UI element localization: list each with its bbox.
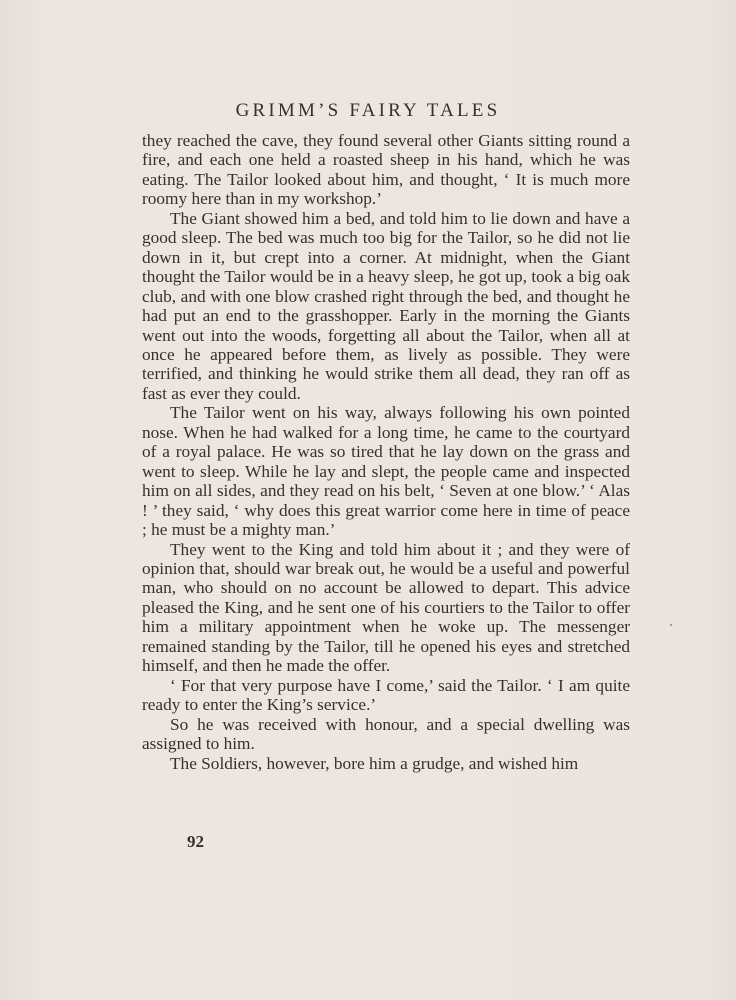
paragraph-4: They went to the King and told him about it ; and they were of opinion that, should war break out, he would be a useful and powerful man, who should on no account be allowed to depart. This advice pleased the King, and he sent one of his courtiers to the Tailor to offer him a military appointment when he woke up. The messenger remained standing by the Tailor, till he opened his eyes and stretched himself, and then he made the offer. [142, 539, 630, 676]
paper-speck [670, 624, 672, 626]
paragraph-7: The Soldiers, however, bore him a grudge, and wished him [170, 753, 579, 773]
paragraph-5: ‘ For that very purpose have I come,’ said the Tailor. ‘ I am quite ready to enter the King’s service.’ [142, 675, 630, 715]
page-number: 92 [187, 832, 204, 851]
paragraph-2: The Giant showed him a bed, and told him to lie down and have a good sleep. The bed was much too big for the Tailor, so he did not lie down in it, but crept into a corner. At midnight, when the Giant thought the Tailor would be in a heavy sleep, he got up, took a big oak club, and with one blow crashed right through the bed, and thought he had put an end to the grasshopper. Early in the morning the Giants went out into the woods, forgetting all about the Tailor, when all at once he appeared before them, as lively as possible. They were terrified, and thinking he would strike them all dead, they ran off as fast as ever they could. [142, 208, 630, 403]
paragraph-1: they reached the cave, they found several other Giants sitting round a fire, and each one held a roasted sheep in his hand, which he was eating. The Tailor looked about him, and thought, ‘ It is much more roomy here than in my workshop.’ [142, 131, 630, 209]
paragraph-3: The Tailor went on his way, always following his own pointed nose. When he had walked for a long time, he came to the courtyard of a royal palace. He was so tired that he lay down on the grass and went to sleep. While he lay and slept, the people came and inspected him on all sides, and they read on his belt, ‘ Seven at one blow.’ ‘ Alas ! ’ they said, ‘ why does this great warrior come here in time of peace ; he must be a mighty man.’ [142, 403, 630, 540]
running-head: GRIMM’S FAIRY TALES [235, 100, 501, 121]
paragraph-6: So he was received with honour, and a special dwelling was assigned to him. [142, 714, 630, 754]
body-text [142, 131, 630, 773]
